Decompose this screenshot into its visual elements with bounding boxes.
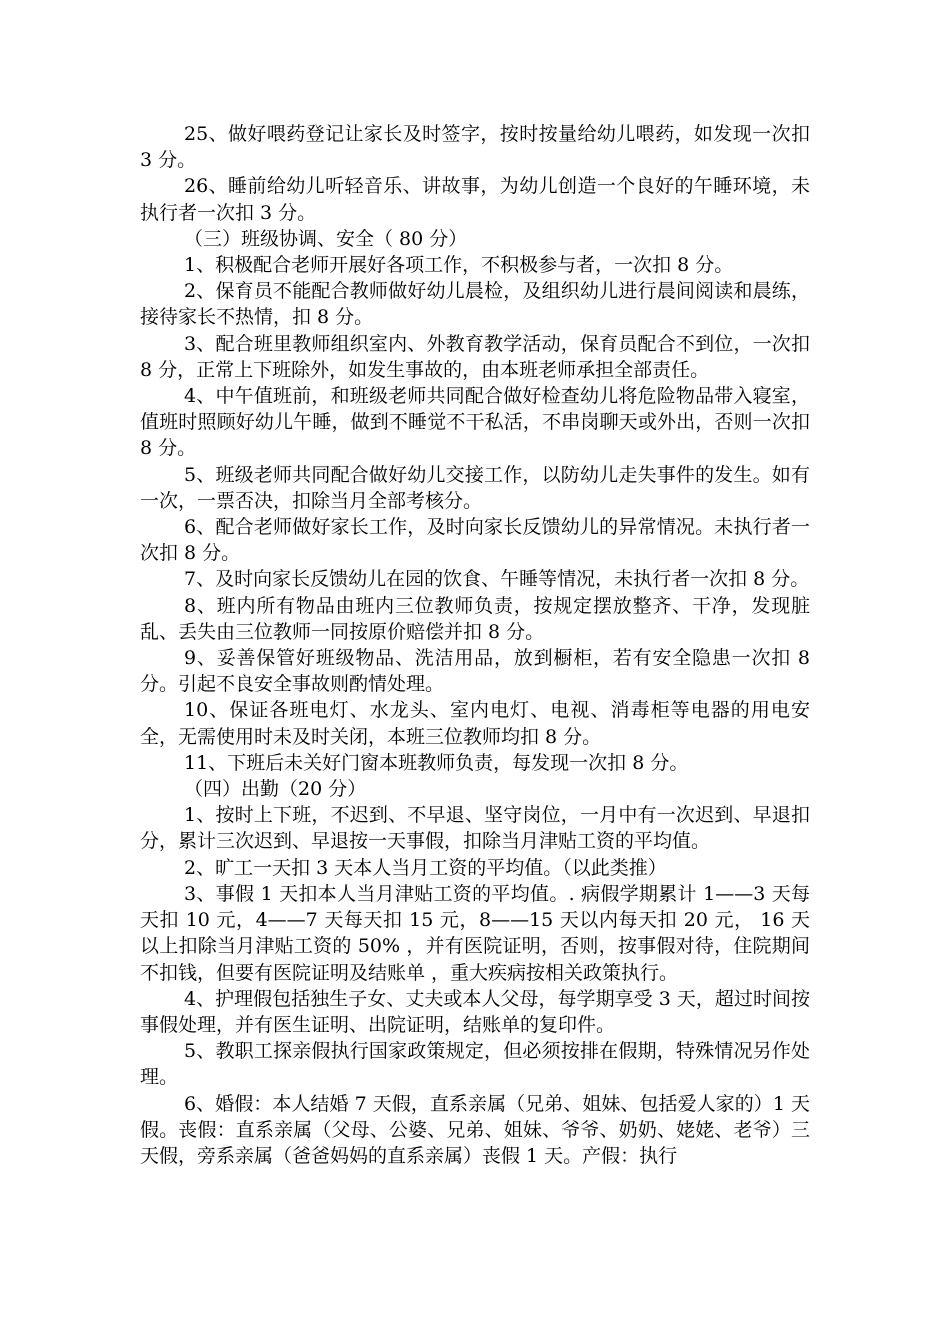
paragraph-coordination-9: 9、妥善保管好班级物品、洗洁用品，放到橱柜，若有安全隐患一次扣 8 分。引起不良安全事故则酌情处理。 <box>140 647 810 696</box>
section-heading-coordination-safety: （三）班级协调、安全（ 80 分） <box>184 227 468 250</box>
paragraph-attendance-6: 6、婚假：本人结婚 7 天假，直系亲属（兄弟、姐妹、包括爱人家的）1 天假。丧假：直系亲属（父母、公婆、兄弟、姐妹、爷爷、奶奶、姥姥、老爷）三天假，旁系亲属（爸爸妈妈的直系亲属）丧假 1 天。产假：执行 <box>140 1092 810 1167</box>
paragraph-coordination-7: 7、及时向家长反馈幼儿在园的饮食、午睡等情况，未执行者一次扣 8 分。 <box>184 568 810 591</box>
paragraph-coordination-1: 1、积极配合老师开展好各项工作，不积极参与者，一次扣 8 分。 <box>184 254 734 277</box>
paragraph-coordination-5: 5、班级老师共同配合做好幼儿交接工作，以防幼儿走失事件的发生。如有一次，一票否决，扣除当月全部考核分。 <box>140 463 810 512</box>
paragraph-item-25-medicine: 25、做好喂药登记让家长及时签字，按时按量给幼儿喂药，如发现一次扣 3 分。 <box>140 123 810 172</box>
paragraph-coordination-8: 8、班内所有物品由班内三位教师负责，按规定摆放整齐、干净，发现脏乱、丢失由三位教师一同按原价赔偿并扣 8 分。 <box>140 594 810 643</box>
paragraph-coordination-6: 6、配合老师做好家长工作，及时向家长反馈幼儿的异常情况。未执行者一次扣 8 分。 <box>140 516 810 565</box>
paragraph-coordination-10: 10、保证各班电灯、水龙头、室内电灯、电视、消毒柜等电器的用电安全，无需使用时未及时关闭，本班三位教师均扣 8 分。 <box>140 699 810 748</box>
paragraph-attendance-2: 2、旷工一天扣 3 天本人当月工资的平均值。（以此类推） <box>184 856 667 879</box>
paragraph-attendance-3: 3、事假 1 天扣本人当月津贴工资的平均值。. 病假学期累计 1——3 天每天扣 10 元，4——7 天每天扣 15 元，8——15 天以内每天扣 20 元， 16 天以上扣除当月津贴工资的 50% ，并有医院证明，否则，按事假对待，住院期间不扣钱，但要有医院证明及结账单 ，重大疾病按相关政策执行。 <box>140 882 810 984</box>
paragraph-coordination-2: 2、保育员不能配合教师做好幼儿晨检，及组织幼儿进行晨间阅读和晨练，接待家长不热情，扣 8 分。 <box>140 280 810 329</box>
paragraph-coordination-3: 3、配合班里教师组织室内、外教育教学活动，保育员配合不到位，一次扣 8 分，正常上下班除外，如发生事故的，由本班老师承担全部责任。 <box>140 332 810 381</box>
paragraph-coordination-4: 4、中午值班前，和班级老师共同配合做好检查幼儿将危险物品带入寝室，值班时照顾好幼儿午睡，做到不睡觉不干私活，不串岗聊天或外出，否则一次扣 8 分。 <box>140 385 810 460</box>
paragraph-attendance-5: 5、教职工探亲假执行国家政策规定，但必须按排在假期，特殊情况另作处理。 <box>140 1040 810 1089</box>
paragraph-attendance-4: 4、护理假包括独生子女、丈夫或本人父母，每学期享受 3 天，超过时间按事假处理，并有医生证明、出院证明，结账单的复印件。 <box>140 987 810 1036</box>
section-heading-attendance: （四）出勤（20 分） <box>184 778 367 801</box>
paragraph-coordination-11: 11、下班后未关好门窗本班教师负责，每发现一次扣 8 分。 <box>184 751 689 774</box>
paragraph-attendance-1: 1、按时上下班，不迟到、不早退、坚守岗位，一月中有一次迟到、早退扣 分，累计三次迟到、早退按一天事假，扣除当月津贴工资的平均值。 <box>140 804 810 853</box>
paragraph-item-26-nap: 26、睡前给幼儿听轻音乐、讲故事，为幼儿创造一个良好的午睡环境，未执行者一次扣 3 分。 <box>140 175 810 224</box>
document-body <box>140 121 810 1169</box>
